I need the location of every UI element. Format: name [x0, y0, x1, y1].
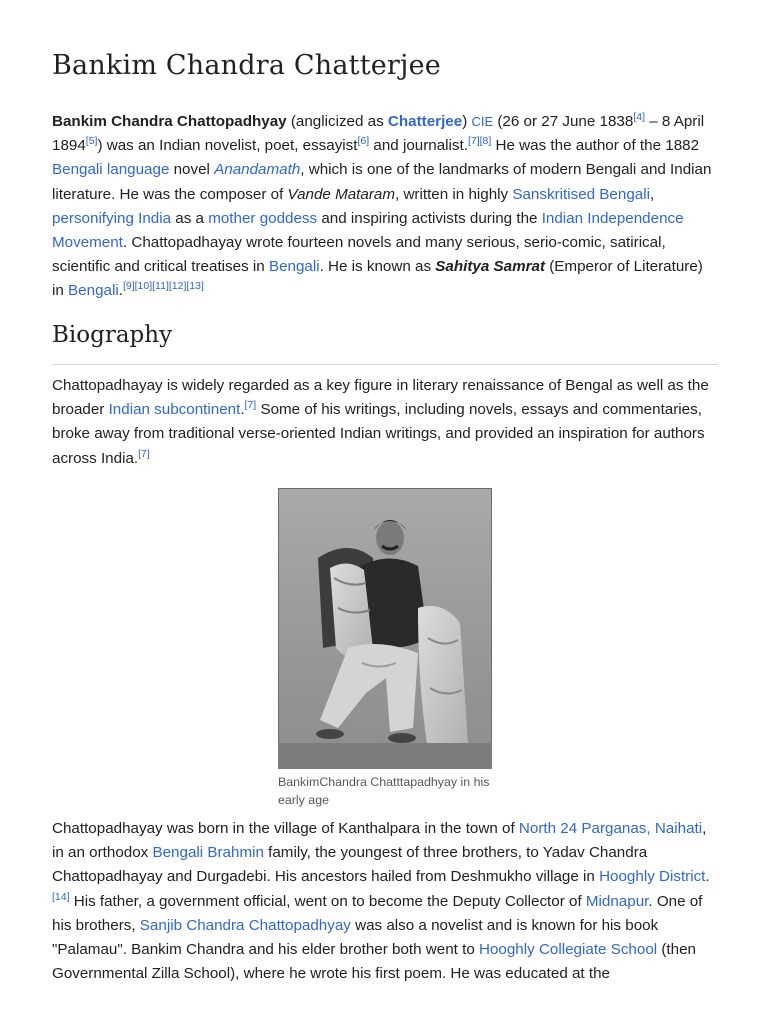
sahitya-samrat-text: Sahitya Samrat — [435, 258, 546, 276]
link-bengali-brahmin[interactable]: Bengali Brahmin — [152, 844, 264, 862]
link-sanjib-chandra[interactable]: Sanjib Chandra Chattopadhyay — [139, 916, 351, 934]
link-mother-goddess[interactable]: mother goddess — [208, 209, 318, 227]
link-midnapur[interactable]: Midnapur — [585, 892, 649, 910]
refs-9-13[interactable]: [9][10][11][12][13] — [122, 280, 204, 293]
link-indian-independence-movement[interactable]: Indian Independence Movement — [52, 209, 684, 252]
section-divider — [52, 364, 718, 365]
biography-paragraph-2: Chattopadhayay was born in the village of Kanthalpara in the town of North 24 Parganas, Naihati, in an orthodox Bengali Brahmin family, the youngest of three brothers, to Yadav Chandra Chattopadhayay and Durgadebi. His ancestors hailed from Deshmukho village in Hooghly District.[14] His father, a government official, went on to become the Deputy Collector of Midnapur. One of his brothers, Sanjib Chandra Chattopadhyay was also a novelist and is known for his book "Palamau". Bankim Chandra and his elder brother both went to Hooghly Collegiate School (then Governmental Zilla School), where he wrote his first poem. He was educated at the — [52, 820, 710, 983]
section-heading-biography: Biography — [52, 322, 173, 348]
link-north-24-parganas[interactable]: North 24 Parganas, Naihati — [518, 820, 703, 837]
ref-7-8[interactable]: [7][8] — [467, 135, 492, 148]
ref-7b[interactable]: [7] — [138, 447, 150, 460]
ref-6[interactable]: [6] — [357, 135, 370, 148]
link-bengali[interactable]: Bengali — [268, 258, 320, 276]
figure-caption: BankimChandra Chatttapadhyay in his early age — [278, 775, 490, 807]
biography-paragraph-1: Chattopadhayay is widely regarded as a key figure in literary renaissance of Bengal as well as the broader Indian subcontinent.[7] Some of his writings, including novels, essays and commentaries, broke away from traditional verse-oriented Indian writings, and provided an inspiration for authors across India.[7] — [52, 377, 709, 467]
portrait-photo[interactable] — [278, 488, 492, 769]
link-sanskritised-bengali[interactable]: Sanskritised Bengali — [512, 185, 650, 203]
ref-5[interactable]: [5] — [85, 135, 98, 148]
intro-paragraph: Bankim Chandra Chattopadhyay (anglicized as Chatterjee) CIE (26 or 27 June 1838[4] – 8 April 1894[5]) was an Indian novelist, poet, essayist[6] and journalist.[7][8] He was the author of the 1882 Bengali language novel Anandamath, which is one of the landmarks of modern Bengali and Indian literature. He was the composer of Vande Mataram, written in highly Sanskritised Bengali, personifying India as a mother goddess and inspiring activists during the Indian Independence Movement. Chattopadhayay wrote fourteen novels and many serious, serio-comic, satirical, scientific and critical treatises in Bengali. He is known as Sahitya Samrat (Emperor of Literature) in Bengali.[9][10][11][12][13] — [52, 110, 712, 300]
link-bengali-language[interactable]: Bengali language — [52, 161, 170, 179]
ref-7a[interactable]: [7] — [244, 399, 257, 412]
link-indian-subcontinent[interactable]: Indian subcontinent — [108, 401, 241, 419]
page-title: Bankim Chandra Chatterjee — [52, 50, 441, 81]
vande-mataram-text: Vande Mataram — [287, 185, 396, 203]
ref-14[interactable]: [14] — [52, 890, 70, 903]
link-hooghly-district[interactable]: Hooghly District — [599, 868, 706, 886]
link-chatterjee[interactable]: Chatterjee — [387, 113, 463, 130]
link-hooghly-collegiate-school[interactable]: Hooghly Collegiate School — [479, 941, 658, 959]
link-anandamath[interactable]: Anandamath — [214, 161, 301, 179]
link-personifying-india[interactable]: personifying India — [52, 209, 172, 227]
portrait-figure — [278, 488, 494, 809]
link-bengali-2[interactable]: Bengali — [68, 282, 119, 300]
link-cie[interactable]: CIE — [471, 114, 494, 129]
subject-name: Bankim Chandra Chattopadhyay — [52, 113, 287, 130]
ref-4[interactable]: [4] — [633, 110, 646, 123]
